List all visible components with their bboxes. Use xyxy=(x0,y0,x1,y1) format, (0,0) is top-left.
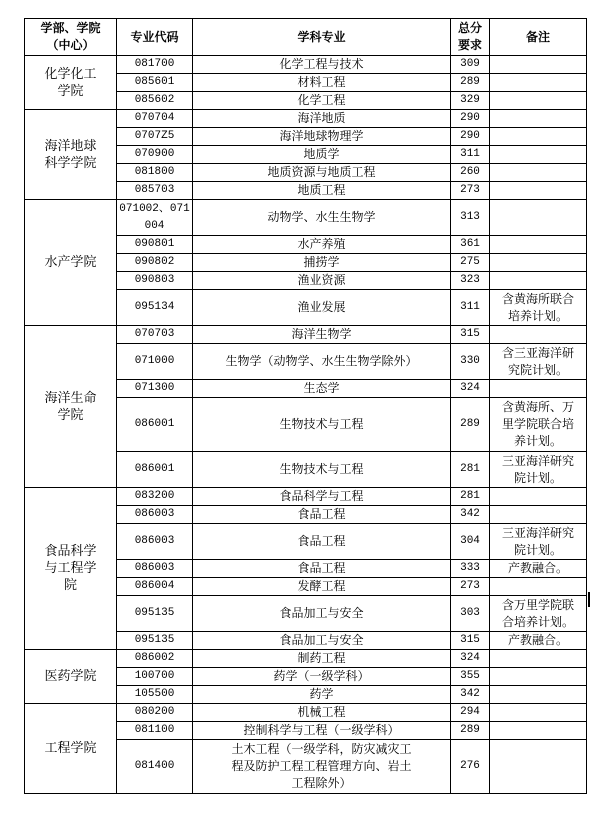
remark-cell xyxy=(490,164,587,182)
major-cell: 药学（一级学科） xyxy=(193,668,451,686)
code-cell: 095134 xyxy=(117,290,193,326)
score-cell: 361 xyxy=(451,236,490,254)
header-major: 学科专业 xyxy=(193,19,451,56)
table-row xyxy=(25,488,587,506)
table-row xyxy=(25,200,587,236)
major-cell: 化学工程 xyxy=(193,92,451,110)
code-cell: 086003 xyxy=(117,506,193,524)
score-cell: 294 xyxy=(451,704,490,722)
score-cell: 330 xyxy=(451,344,490,380)
score-cell: 329 xyxy=(451,92,490,110)
code-cell: 090803 xyxy=(117,272,193,290)
score-cell: 281 xyxy=(451,452,490,488)
major-cell: 制药工程 xyxy=(193,650,451,668)
header-code: 专业代码 xyxy=(117,19,193,56)
college-cell: 化学化工学院 xyxy=(25,56,117,110)
major-cell: 发酵工程 xyxy=(193,578,451,596)
score-cell: 309 xyxy=(451,56,490,74)
score-cell: 355 xyxy=(451,668,490,686)
major-cell: 机械工程 xyxy=(193,704,451,722)
code-cell: 081400 xyxy=(117,740,193,794)
score-cell: 289 xyxy=(451,722,490,740)
code-cell: 095135 xyxy=(117,632,193,650)
remark-cell xyxy=(490,182,587,200)
remark-cell xyxy=(490,326,587,344)
code-cell: 0707Z5 xyxy=(117,128,193,146)
score-cell: 260 xyxy=(451,164,490,182)
code-cell: 086003 xyxy=(117,524,193,560)
code-cell: 086002 xyxy=(117,650,193,668)
major-cell: 动物学、水生生物学 xyxy=(193,200,451,236)
college-cell: 工程学院 xyxy=(25,704,117,794)
code-cell: 083200 xyxy=(117,488,193,506)
remark-cell: 产教融合。 xyxy=(490,632,587,650)
college-cell: 海洋生命学院 xyxy=(25,326,117,488)
major-cell: 食品科学与工程 xyxy=(193,488,451,506)
code-cell: 071000 xyxy=(117,344,193,380)
code-cell: 100700 xyxy=(117,668,193,686)
major-cell: 海洋地质 xyxy=(193,110,451,128)
remark-cell xyxy=(490,200,587,236)
score-cell: 304 xyxy=(451,524,490,560)
code-cell: 081100 xyxy=(117,722,193,740)
code-cell: 090801 xyxy=(117,236,193,254)
score-cell: 276 xyxy=(451,740,490,794)
code-cell: 080200 xyxy=(117,704,193,722)
score-cell: 342 xyxy=(451,506,490,524)
remark-cell xyxy=(490,74,587,92)
code-cell: 105500 xyxy=(117,686,193,704)
score-cell: 311 xyxy=(451,290,490,326)
remark-cell xyxy=(490,506,587,524)
major-cell: 食品工程 xyxy=(193,560,451,578)
college-cell: 医药学院 xyxy=(25,650,117,704)
college-cell: 食品科学与工程学院 xyxy=(25,488,117,650)
remark-cell: 三亚海洋研究院计划。 xyxy=(490,524,587,560)
major-cell: 食品加工与安全 xyxy=(193,632,451,650)
remark-cell xyxy=(490,272,587,290)
remark-cell: 含黄海所、万里学院联合培养计划。 xyxy=(490,398,587,452)
edge-mark xyxy=(588,592,590,607)
major-cell: 生物技术与工程 xyxy=(193,452,451,488)
remark-cell xyxy=(490,380,587,398)
header-remark: 备注 xyxy=(490,19,587,56)
score-cell: 315 xyxy=(451,326,490,344)
code-cell: 086001 xyxy=(117,452,193,488)
major-cell: 捕捞学 xyxy=(193,254,451,272)
major-cell: 渔业资源 xyxy=(193,272,451,290)
code-cell: 095135 xyxy=(117,596,193,632)
major-cell: 材料工程 xyxy=(193,74,451,92)
score-cell: 342 xyxy=(451,686,490,704)
major-cell: 渔业发展 xyxy=(193,290,451,326)
major-cell: 海洋生物学 xyxy=(193,326,451,344)
score-cell: 281 xyxy=(451,488,490,506)
major-cell: 药学 xyxy=(193,686,451,704)
code-cell: 070704 xyxy=(117,110,193,128)
remark-cell xyxy=(490,578,587,596)
score-cell: 323 xyxy=(451,272,490,290)
score-cell: 289 xyxy=(451,398,490,452)
code-cell: 086001 xyxy=(117,398,193,452)
code-cell: 085601 xyxy=(117,74,193,92)
remark-cell xyxy=(490,488,587,506)
major-cell: 食品工程 xyxy=(193,524,451,560)
college-cell: 水产学院 xyxy=(25,200,117,326)
code-cell: 081700 xyxy=(117,56,193,74)
table-header-row xyxy=(25,19,587,56)
remark-cell xyxy=(490,650,587,668)
major-cell: 海洋地球物理学 xyxy=(193,128,451,146)
code-cell: 086003 xyxy=(117,560,193,578)
header-score: 总分要求 xyxy=(451,19,490,56)
code-cell: 081800 xyxy=(117,164,193,182)
major-cell: 生物技术与工程 xyxy=(193,398,451,452)
score-cell: 333 xyxy=(451,560,490,578)
college-cell: 海洋地球科学学院 xyxy=(25,110,117,200)
remark-cell: 含三亚海洋研究院计划。 xyxy=(490,344,587,380)
code-cell: 070900 xyxy=(117,146,193,164)
remark-cell xyxy=(490,128,587,146)
major-cell: 控制科学与工程（一级学科） xyxy=(193,722,451,740)
major-cell: 食品工程 xyxy=(193,506,451,524)
score-cell: 313 xyxy=(451,200,490,236)
remark-cell: 含黄海所联合培养计划。 xyxy=(490,290,587,326)
table-row xyxy=(25,110,587,128)
table-row xyxy=(25,56,587,74)
code-cell: 086004 xyxy=(117,578,193,596)
major-cell: 生态学 xyxy=(193,380,451,398)
table-row xyxy=(25,326,587,344)
score-cell: 289 xyxy=(451,74,490,92)
remark-cell xyxy=(490,704,587,722)
remark-cell: 产教融合。 xyxy=(490,560,587,578)
score-cell: 303 xyxy=(451,596,490,632)
major-cell: 土木工程（一级学科，防灾减灾工程及防护工程工程管理方向、岩土工程除外） xyxy=(193,740,451,794)
score-cell: 324 xyxy=(451,650,490,668)
major-cell: 食品加工与安全 xyxy=(193,596,451,632)
major-cell: 地质学 xyxy=(193,146,451,164)
remark-cell xyxy=(490,740,587,794)
score-cell: 290 xyxy=(451,110,490,128)
remark-cell: 三亚海洋研究院计划。 xyxy=(490,452,587,488)
code-cell: 090802 xyxy=(117,254,193,272)
major-cell: 化学工程与技术 xyxy=(193,56,451,74)
major-cell: 地质资源与地质工程 xyxy=(193,164,451,182)
score-cell: 324 xyxy=(451,380,490,398)
code-cell: 070703 xyxy=(117,326,193,344)
score-cell: 315 xyxy=(451,632,490,650)
score-cell: 275 xyxy=(451,254,490,272)
remark-cell: 含万里学院联合培养计划。 xyxy=(490,596,587,632)
remark-cell xyxy=(490,146,587,164)
score-cell: 311 xyxy=(451,146,490,164)
code-cell: 071002、071004 xyxy=(117,200,193,236)
remark-cell xyxy=(490,668,587,686)
remark-cell xyxy=(490,56,587,74)
major-cell: 地质工程 xyxy=(193,182,451,200)
score-cell: 290 xyxy=(451,128,490,146)
table-row xyxy=(25,650,587,668)
remark-cell xyxy=(490,92,587,110)
code-cell: 071300 xyxy=(117,380,193,398)
table-body xyxy=(25,56,587,794)
header-college: 学部、学院（中心） xyxy=(25,19,117,56)
table-row xyxy=(25,704,587,722)
major-cell: 生物学（动物学、水生生物学除外） xyxy=(193,344,451,380)
score-cell: 273 xyxy=(451,182,490,200)
remark-cell xyxy=(490,722,587,740)
code-cell: 085703 xyxy=(117,182,193,200)
remark-cell xyxy=(490,236,587,254)
major-cell: 水产养殖 xyxy=(193,236,451,254)
code-cell: 085602 xyxy=(117,92,193,110)
remark-cell xyxy=(490,686,587,704)
score-cell: 273 xyxy=(451,578,490,596)
admission-score-table xyxy=(24,18,587,794)
remark-cell xyxy=(490,110,587,128)
remark-cell xyxy=(490,254,587,272)
